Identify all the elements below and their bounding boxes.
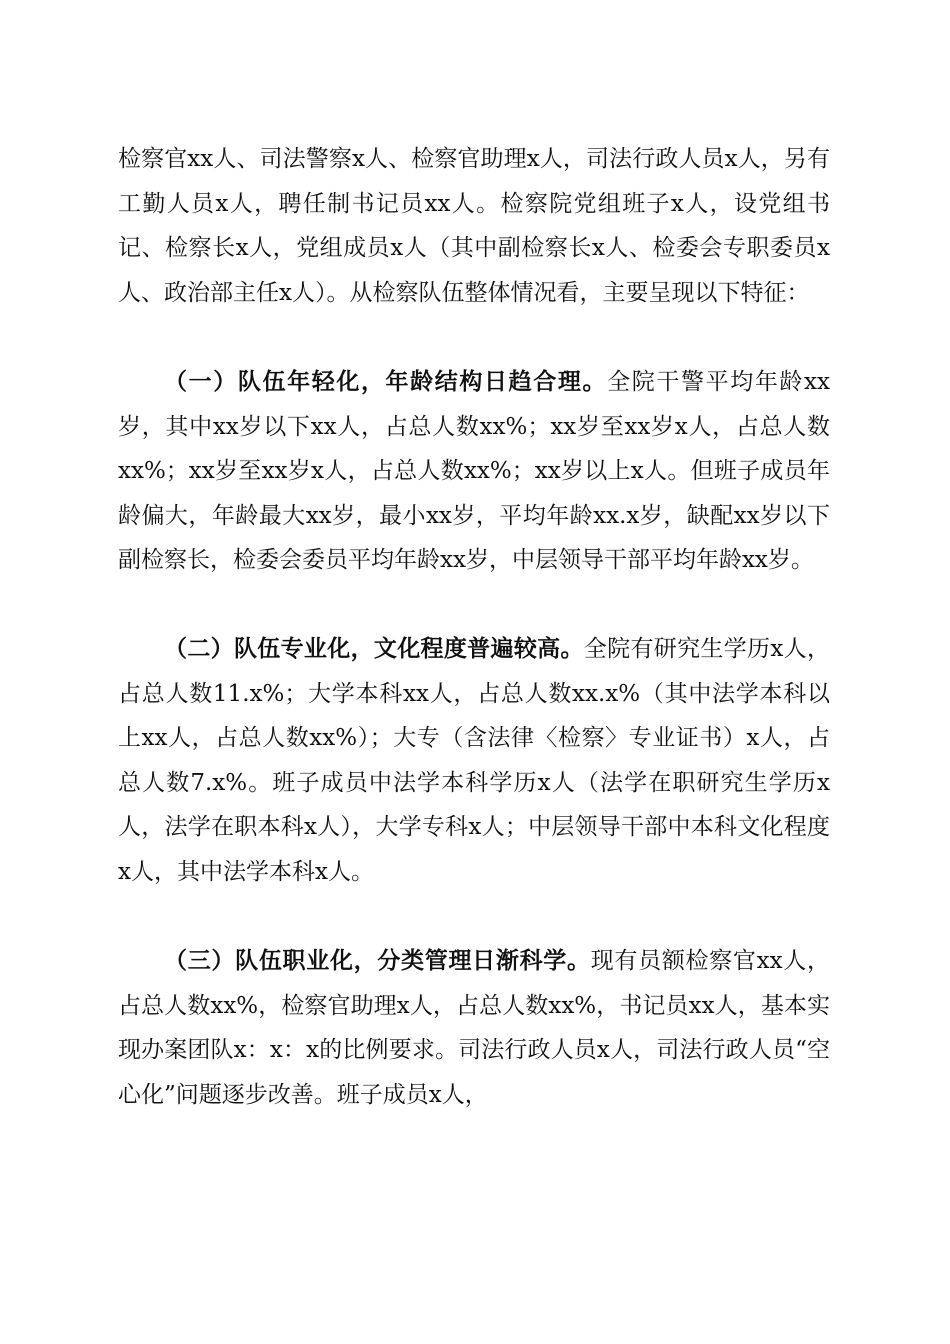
section-2-heading: （二）队伍专业化，文化程度普遍较高。 <box>164 636 584 662</box>
intro-paragraph: 检察官xx人、司法警察x人、检察官助理x人，司法行政人员x人，另有工勤人员x人，聘任制书记员xx人。检察院党组班子x人，设党组书记、检察长x人，党组成员x人（其中副检察长x人、检委会专职委员x人、政治部主任x人）。从检察队伍整体情况看，主要呈现以下特征： <box>118 146 830 306</box>
section-1-heading: （一）队伍年轻化，年龄结构日趋合理。 <box>164 369 608 395</box>
section-2-paragraph <box>118 627 830 894</box>
section-3 <box>118 939 830 1117</box>
section-1-paragraph <box>118 360 830 583</box>
section-3-heading: （三）队伍职业化，分类管理日渐科学。 <box>164 948 591 974</box>
section-2-body: 全院有研究生学历x人，占总人数11.x%；大学本科xx人，占总人数xx.x%（其中法学本科以上xx人，占总人数xx%）；大专（含法律〈检察〉专业证书）x人，占总人数7.x%。班子成员中法学本科学历x人（法学在职研究生学历x人，法学在职本科x人），大学专科x人；中层领导干部中本科文化程度x人，其中法学本科x人。 <box>118 636 830 885</box>
section-1-body: 全院干警平均年龄xx岁，其中xx岁以下xx人，占总人数xx%；xx岁至xx岁x人，占总人数xx%；xx岁至xx岁x人，占总人数xx%；xx岁以上x人。但班子成员年龄偏大，年龄最大xx岁，最小xx岁，平均年龄xx.x岁，缺配xx岁以下副检察长，检委会委员平均年龄xx岁，中层领导干部平均年龄xx岁。 <box>118 369 830 573</box>
section-3-paragraph <box>118 939 830 1117</box>
section-2 <box>118 627 830 894</box>
document-body <box>118 137 830 315</box>
section-3-body: 现有员额检察官xx人，占总人数xx%，检察官助理x人，占总人数xx%，书记员xx人，基本实现办案团队x：x：x的比例要求。司法行政人员x人，司法行政人员“空心化”问题逐步改善。班子成员x人， <box>118 948 830 1108</box>
section-1 <box>118 360 830 583</box>
